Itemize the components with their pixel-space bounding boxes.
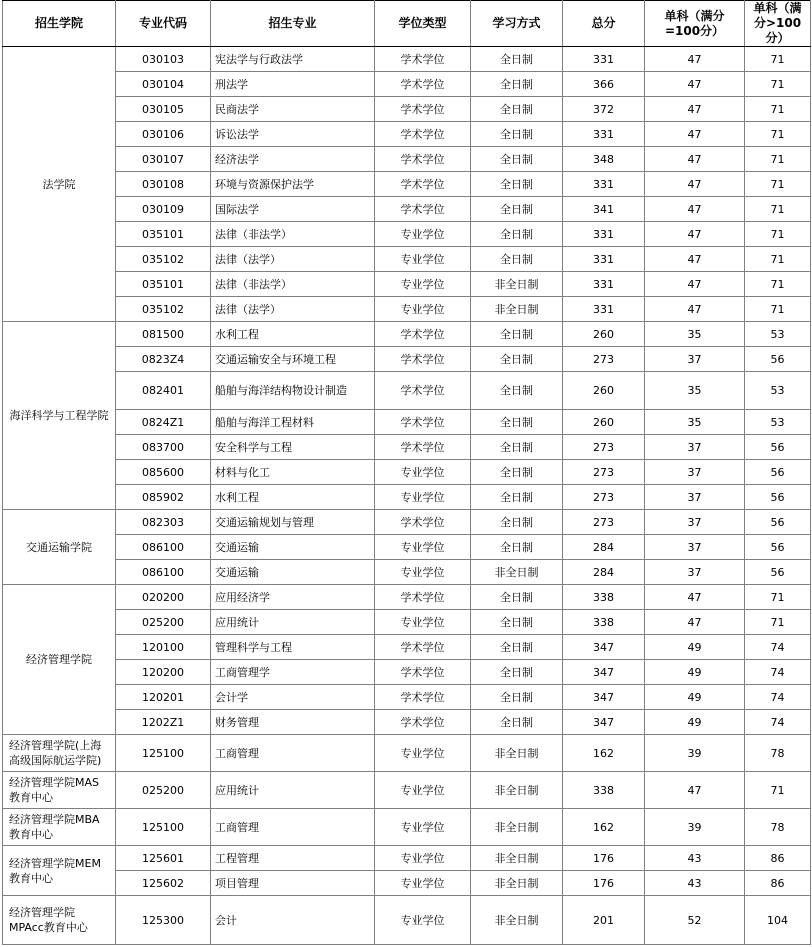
total-score-cell: 338: [563, 772, 645, 809]
major-code-cell: 082401: [116, 372, 211, 410]
total-score-cell: 338: [563, 610, 645, 635]
degree-type-cell: 专业学位: [375, 460, 471, 485]
table-row: [3, 197, 811, 222]
major-code-cell: 125100: [116, 735, 211, 772]
major-name-cell: 材料与化工: [211, 460, 375, 485]
single-100-score-cell: 35: [645, 410, 745, 435]
study-mode-cell: 非全日制: [471, 297, 563, 322]
major-name-cell: 工商管理: [211, 809, 375, 846]
single-100-score-cell: 39: [645, 809, 745, 846]
major-name-cell: 环境与资源保护法学: [211, 172, 375, 197]
table-row: [3, 510, 811, 535]
school-cell: 法学院: [3, 47, 116, 322]
study-mode-cell: 非全日制: [471, 735, 563, 772]
major-name-cell: 管理科学与工程: [211, 635, 375, 660]
degree-type-cell: 学术学位: [375, 172, 471, 197]
major-name-cell: 会计学: [211, 685, 375, 710]
major-name-cell: 工程管理: [211, 846, 375, 871]
study-mode-cell: 全日制: [471, 510, 563, 535]
major-code-cell: 083700: [116, 435, 211, 460]
single-100-score-cell: 47: [645, 122, 745, 147]
single-100-score-cell: 43: [645, 846, 745, 871]
degree-type-cell: 学术学位: [375, 147, 471, 172]
study-mode-cell: 全日制: [471, 122, 563, 147]
major-code-cell: 086100: [116, 560, 211, 585]
study-mode-cell: 非全日制: [471, 772, 563, 809]
table-row: [3, 97, 811, 122]
single-100-score-cell: 49: [645, 635, 745, 660]
table-row: [3, 272, 811, 297]
major-code-cell: 082303: [116, 510, 211, 535]
school-cell: 经济管理学院MPAcc教育中心: [3, 896, 116, 945]
major-code-cell: 1202Z1: [116, 710, 211, 735]
major-name-cell: 交通运输: [211, 535, 375, 560]
single-over-100-score-cell: 71: [745, 585, 811, 610]
study-mode-cell: 全日制: [471, 610, 563, 635]
school-cell: 经济管理学院MEM教育中心: [3, 846, 116, 896]
major-code-cell: 030104: [116, 72, 211, 97]
single-over-100-score-cell: 56: [745, 510, 811, 535]
major-name-cell: 民商法学: [211, 97, 375, 122]
header-single-100: 单科（满分=100分）: [645, 1, 745, 47]
table-row: [3, 660, 811, 685]
total-score-cell: 331: [563, 297, 645, 322]
major-name-cell: 水利工程: [211, 485, 375, 510]
school-cell: 经济管理学院(上海高级国际航运学院): [3, 735, 116, 772]
major-name-cell: 诉讼法学: [211, 122, 375, 147]
degree-type-cell: 学术学位: [375, 510, 471, 535]
total-score-cell: 331: [563, 47, 645, 72]
single-over-100-score-cell: 74: [745, 635, 811, 660]
single-100-score-cell: 37: [645, 347, 745, 372]
major-name-cell: 经济法学: [211, 147, 375, 172]
table-row: [3, 247, 811, 272]
degree-type-cell: 专业学位: [375, 222, 471, 247]
table-row: [3, 147, 811, 172]
study-mode-cell: 全日制: [471, 435, 563, 460]
major-code-cell: 035102: [116, 247, 211, 272]
header-study-mode: 学习方式: [471, 1, 563, 47]
major-code-cell: 020200: [116, 585, 211, 610]
degree-type-cell: 学术学位: [375, 585, 471, 610]
major-code-cell: 035101: [116, 222, 211, 247]
total-score-cell: 341: [563, 197, 645, 222]
header-single-over-100: 单科（满分>100分）: [745, 1, 811, 47]
major-name-cell: 项目管理: [211, 871, 375, 896]
study-mode-cell: 全日制: [471, 247, 563, 272]
major-code-cell: 035101: [116, 272, 211, 297]
total-score-cell: 347: [563, 710, 645, 735]
major-name-cell: 工商管理学: [211, 660, 375, 685]
total-score-cell: 284: [563, 560, 645, 585]
school-cell: 经济管理学院MAS教育中心: [3, 772, 116, 809]
degree-type-cell: 专业学位: [375, 535, 471, 560]
table-row: [3, 435, 811, 460]
single-over-100-score-cell: 56: [745, 485, 811, 510]
single-over-100-score-cell: 56: [745, 347, 811, 372]
single-over-100-score-cell: 71: [745, 147, 811, 172]
table-row: [3, 372, 811, 410]
header-row: [3, 1, 811, 47]
degree-type-cell: 专业学位: [375, 297, 471, 322]
degree-type-cell: 专业学位: [375, 896, 471, 945]
school-cell: 经济管理学院: [3, 585, 116, 735]
degree-type-cell: 学术学位: [375, 72, 471, 97]
table-row: [3, 460, 811, 485]
study-mode-cell: 全日制: [471, 197, 563, 222]
total-score-cell: 260: [563, 410, 645, 435]
major-code-cell: 025200: [116, 610, 211, 635]
total-score-cell: 331: [563, 122, 645, 147]
total-score-cell: 201: [563, 896, 645, 945]
major-code-cell: 035102: [116, 297, 211, 322]
single-100-score-cell: 47: [645, 197, 745, 222]
single-100-score-cell: 47: [645, 172, 745, 197]
major-code-cell: 085600: [116, 460, 211, 485]
study-mode-cell: 全日制: [471, 410, 563, 435]
major-name-cell: 水利工程: [211, 322, 375, 347]
degree-type-cell: 学术学位: [375, 635, 471, 660]
single-100-score-cell: 49: [645, 660, 745, 685]
table-row: [3, 896, 811, 945]
single-over-100-score-cell: 74: [745, 685, 811, 710]
study-mode-cell: 非全日制: [471, 871, 563, 896]
single-over-100-score-cell: 78: [745, 735, 811, 772]
major-code-cell: 120201: [116, 685, 211, 710]
single-over-100-score-cell: 53: [745, 372, 811, 410]
major-name-cell: 法律（法学）: [211, 297, 375, 322]
study-mode-cell: 全日制: [471, 172, 563, 197]
single-over-100-score-cell: 86: [745, 871, 811, 896]
header-degree-type: 学位类型: [375, 1, 471, 47]
total-score-cell: 338: [563, 585, 645, 610]
total-score-cell: 273: [563, 485, 645, 510]
major-code-cell: 030109: [116, 197, 211, 222]
degree-type-cell: 学术学位: [375, 122, 471, 147]
study-mode-cell: 全日制: [471, 685, 563, 710]
single-100-score-cell: 35: [645, 322, 745, 347]
major-code-cell: 081500: [116, 322, 211, 347]
study-mode-cell: 全日制: [471, 147, 563, 172]
table-row: [3, 710, 811, 735]
major-code-cell: 030107: [116, 147, 211, 172]
total-score-cell: 162: [563, 735, 645, 772]
degree-type-cell: 学术学位: [375, 435, 471, 460]
single-over-100-score-cell: 71: [745, 122, 811, 147]
major-code-cell: 030103: [116, 47, 211, 72]
table-row: [3, 222, 811, 247]
total-score-cell: 284: [563, 535, 645, 560]
degree-type-cell: 学术学位: [375, 322, 471, 347]
total-score-cell: 260: [563, 322, 645, 347]
single-100-score-cell: 47: [645, 610, 745, 635]
major-code-cell: 025200: [116, 772, 211, 809]
study-mode-cell: 全日制: [471, 97, 563, 122]
study-mode-cell: 全日制: [471, 347, 563, 372]
header-total-score: 总分: [563, 1, 645, 47]
single-100-score-cell: 49: [645, 710, 745, 735]
total-score-cell: 347: [563, 635, 645, 660]
table-row: [3, 347, 811, 372]
single-100-score-cell: 37: [645, 460, 745, 485]
study-mode-cell: 全日制: [471, 635, 563, 660]
degree-type-cell: 专业学位: [375, 846, 471, 871]
degree-type-cell: 专业学位: [375, 772, 471, 809]
degree-type-cell: 学术学位: [375, 97, 471, 122]
school-cell: 海洋科学与工程学院: [3, 322, 116, 510]
major-name-cell: 安全科学与工程: [211, 435, 375, 460]
single-over-100-score-cell: 53: [745, 410, 811, 435]
major-name-cell: 国际法学: [211, 197, 375, 222]
single-over-100-score-cell: 56: [745, 560, 811, 585]
school-cell: 经济管理学院MBA教育中心: [3, 809, 116, 846]
total-score-cell: 347: [563, 660, 645, 685]
single-over-100-score-cell: 86: [745, 846, 811, 871]
school-cell: 交通运输学院: [3, 510, 116, 585]
degree-type-cell: 专业学位: [375, 735, 471, 772]
degree-type-cell: 学术学位: [375, 197, 471, 222]
single-100-score-cell: 47: [645, 222, 745, 247]
single-100-score-cell: 37: [645, 435, 745, 460]
single-100-score-cell: 49: [645, 685, 745, 710]
table-row: [3, 297, 811, 322]
single-100-score-cell: 37: [645, 485, 745, 510]
single-100-score-cell: 47: [645, 585, 745, 610]
degree-type-cell: 学术学位: [375, 347, 471, 372]
total-score-cell: 372: [563, 97, 645, 122]
table-row: [3, 560, 811, 585]
major-name-cell: 法律（非法学）: [211, 222, 375, 247]
score-table: [2, 0, 811, 945]
single-over-100-score-cell: 71: [745, 197, 811, 222]
degree-type-cell: 学术学位: [375, 710, 471, 735]
major-name-cell: 应用统计: [211, 610, 375, 635]
table-row: [3, 610, 811, 635]
table-row: [3, 871, 811, 896]
single-over-100-score-cell: 74: [745, 710, 811, 735]
table-row: [3, 47, 811, 72]
major-code-cell: 030108: [116, 172, 211, 197]
study-mode-cell: 全日制: [471, 585, 563, 610]
major-name-cell: 宪法学与行政法学: [211, 47, 375, 72]
major-name-cell: 财务管理: [211, 710, 375, 735]
major-name-cell: 船舶与海洋结构物设计制造: [211, 372, 375, 410]
major-name-cell: 交通运输: [211, 560, 375, 585]
study-mode-cell: 全日制: [471, 47, 563, 72]
major-name-cell: 船舶与海洋工程材料: [211, 410, 375, 435]
major-name-cell: 刑法学: [211, 72, 375, 97]
study-mode-cell: 全日制: [471, 485, 563, 510]
major-name-cell: 应用经济学: [211, 585, 375, 610]
major-code-cell: 125601: [116, 846, 211, 871]
total-score-cell: 273: [563, 460, 645, 485]
table-row: [3, 122, 811, 147]
total-score-cell: 176: [563, 871, 645, 896]
degree-type-cell: 学术学位: [375, 47, 471, 72]
study-mode-cell: 全日制: [471, 372, 563, 410]
degree-type-cell: 专业学位: [375, 871, 471, 896]
degree-type-cell: 专业学位: [375, 560, 471, 585]
major-code-cell: 085902: [116, 485, 211, 510]
study-mode-cell: 非全日制: [471, 809, 563, 846]
single-100-score-cell: 47: [645, 772, 745, 809]
header-school: 招生学院: [3, 1, 116, 47]
single-over-100-score-cell: 74: [745, 660, 811, 685]
single-over-100-score-cell: 71: [745, 247, 811, 272]
table-row: [3, 735, 811, 772]
major-code-cell: 125300: [116, 896, 211, 945]
single-over-100-score-cell: 71: [745, 297, 811, 322]
single-100-score-cell: 52: [645, 896, 745, 945]
study-mode-cell: 全日制: [471, 710, 563, 735]
single-over-100-score-cell: 71: [745, 97, 811, 122]
major-name-cell: 法律（法学）: [211, 247, 375, 272]
study-mode-cell: 全日制: [471, 535, 563, 560]
total-score-cell: 331: [563, 272, 645, 297]
degree-type-cell: 专业学位: [375, 809, 471, 846]
degree-type-cell: 专业学位: [375, 610, 471, 635]
single-100-score-cell: 37: [645, 510, 745, 535]
major-name-cell: 应用统计: [211, 772, 375, 809]
study-mode-cell: 非全日制: [471, 846, 563, 871]
table-row: [3, 635, 811, 660]
single-over-100-score-cell: 56: [745, 460, 811, 485]
degree-type-cell: 学术学位: [375, 660, 471, 685]
total-score-cell: 331: [563, 247, 645, 272]
study-mode-cell: 全日制: [471, 460, 563, 485]
study-mode-cell: 全日制: [471, 660, 563, 685]
single-over-100-score-cell: 71: [745, 47, 811, 72]
single-100-score-cell: 47: [645, 272, 745, 297]
study-mode-cell: 全日制: [471, 222, 563, 247]
single-over-100-score-cell: 78: [745, 809, 811, 846]
major-code-cell: 125100: [116, 809, 211, 846]
total-score-cell: 348: [563, 147, 645, 172]
single-100-score-cell: 47: [645, 47, 745, 72]
table-body: [3, 47, 811, 945]
major-name-cell: 交通运输安全与环境工程: [211, 347, 375, 372]
single-100-score-cell: 43: [645, 871, 745, 896]
degree-type-cell: 学术学位: [375, 410, 471, 435]
major-code-cell: 120200: [116, 660, 211, 685]
single-100-score-cell: 39: [645, 735, 745, 772]
table-row: [3, 685, 811, 710]
degree-type-cell: 专业学位: [375, 485, 471, 510]
degree-type-cell: 学术学位: [375, 685, 471, 710]
major-code-cell: 030106: [116, 122, 211, 147]
table-row: [3, 846, 811, 871]
study-mode-cell: 非全日制: [471, 560, 563, 585]
major-name-cell: 会计: [211, 896, 375, 945]
single-100-score-cell: 47: [645, 97, 745, 122]
table-row: [3, 535, 811, 560]
table-row: [3, 172, 811, 197]
table-row: [3, 772, 811, 809]
single-over-100-score-cell: 104: [745, 896, 811, 945]
table-row: [3, 585, 811, 610]
table-row: [3, 72, 811, 97]
single-100-score-cell: 37: [645, 560, 745, 585]
single-over-100-score-cell: 71: [745, 272, 811, 297]
single-100-score-cell: 47: [645, 247, 745, 272]
major-code-cell: 125602: [116, 871, 211, 896]
single-over-100-score-cell: 71: [745, 772, 811, 809]
header-major-code: 专业代码: [116, 1, 211, 47]
table-header: [3, 1, 811, 47]
total-score-cell: 162: [563, 809, 645, 846]
degree-type-cell: 专业学位: [375, 272, 471, 297]
single-over-100-score-cell: 71: [745, 222, 811, 247]
study-mode-cell: 全日制: [471, 322, 563, 347]
single-over-100-score-cell: 56: [745, 435, 811, 460]
total-score-cell: 273: [563, 435, 645, 460]
total-score-cell: 273: [563, 347, 645, 372]
total-score-cell: 331: [563, 172, 645, 197]
major-name-cell: 交通运输规划与管理: [211, 510, 375, 535]
table-row: [3, 485, 811, 510]
major-code-cell: 120100: [116, 635, 211, 660]
study-mode-cell: 全日制: [471, 72, 563, 97]
single-100-score-cell: 47: [645, 297, 745, 322]
major-code-cell: 0824Z1: [116, 410, 211, 435]
total-score-cell: 331: [563, 222, 645, 247]
study-mode-cell: 非全日制: [471, 272, 563, 297]
single-100-score-cell: 47: [645, 72, 745, 97]
study-mode-cell: 非全日制: [471, 896, 563, 945]
single-over-100-score-cell: 53: [745, 322, 811, 347]
single-100-score-cell: 47: [645, 147, 745, 172]
table-row: [3, 322, 811, 347]
total-score-cell: 176: [563, 846, 645, 871]
major-code-cell: 086100: [116, 535, 211, 560]
single-100-score-cell: 37: [645, 535, 745, 560]
table-row: [3, 410, 811, 435]
major-name-cell: 法律（非法学）: [211, 272, 375, 297]
total-score-cell: 366: [563, 72, 645, 97]
total-score-cell: 273: [563, 510, 645, 535]
single-over-100-score-cell: 71: [745, 172, 811, 197]
table-row: [3, 809, 811, 846]
major-code-cell: 030105: [116, 97, 211, 122]
degree-type-cell: 学术学位: [375, 372, 471, 410]
header-major: 招生专业: [211, 1, 375, 47]
degree-type-cell: 专业学位: [375, 247, 471, 272]
major-code-cell: 0823Z4: [116, 347, 211, 372]
single-over-100-score-cell: 56: [745, 535, 811, 560]
single-over-100-score-cell: 71: [745, 610, 811, 635]
total-score-cell: 260: [563, 372, 645, 410]
single-100-score-cell: 35: [645, 372, 745, 410]
single-over-100-score-cell: 71: [745, 72, 811, 97]
total-score-cell: 347: [563, 685, 645, 710]
major-name-cell: 工商管理: [211, 735, 375, 772]
